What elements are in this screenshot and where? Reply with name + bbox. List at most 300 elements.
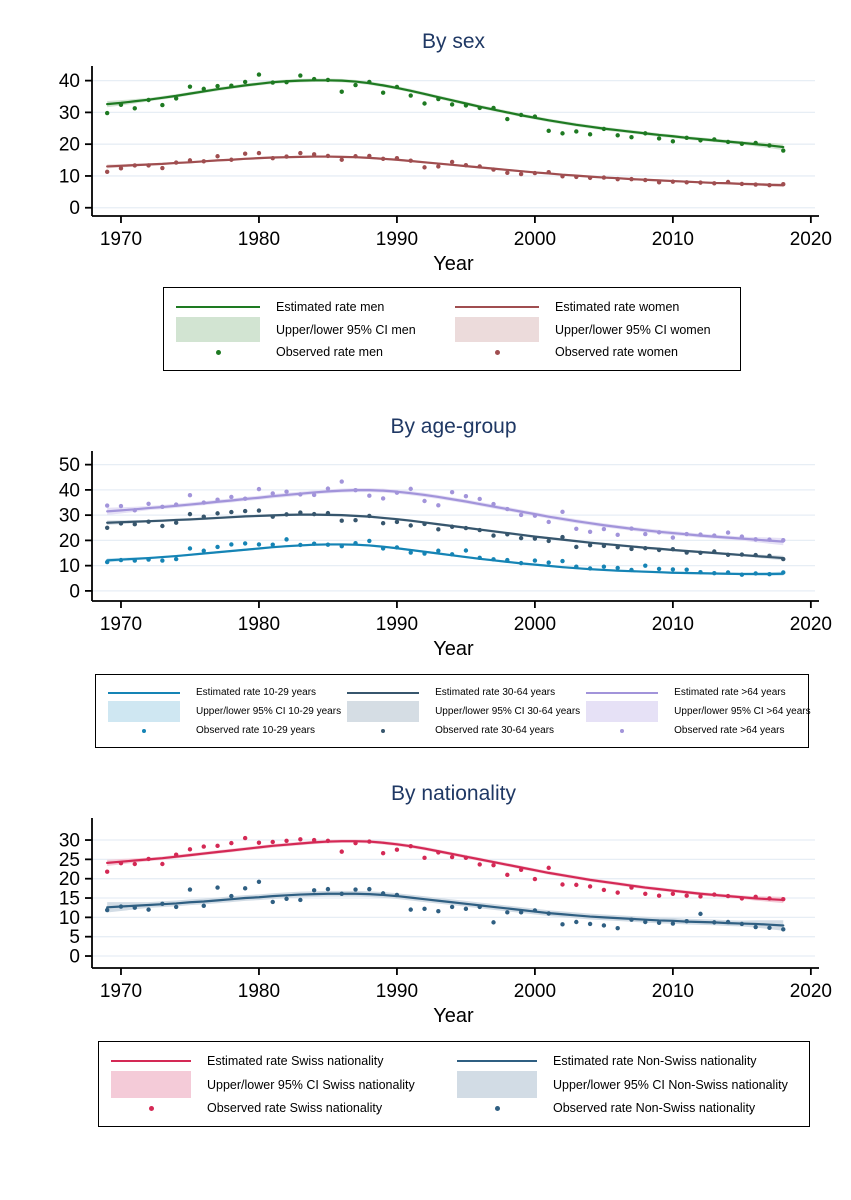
observed-dot	[574, 545, 578, 549]
observed-dot	[243, 886, 247, 890]
observed-dot	[753, 141, 757, 145]
observed-dot	[160, 505, 164, 509]
legend-entry-ci-men	[176, 317, 449, 342]
observed-dot	[409, 907, 413, 911]
observed-dot	[312, 77, 316, 81]
observed-dot	[284, 839, 288, 843]
ci-band-men	[107, 79, 783, 151]
observed-dot	[353, 541, 357, 545]
observed-dot	[271, 542, 275, 546]
legend-label: Observed rate Non-Swiss nationality	[553, 1101, 756, 1115]
observed-dot	[602, 527, 606, 531]
y-tick-label: 0	[69, 946, 80, 968]
observed-dot	[450, 160, 454, 164]
observed-dot	[284, 897, 288, 901]
observed-dot	[409, 93, 413, 97]
y-tick-label: 10	[58, 556, 80, 578]
observed-dot	[188, 84, 192, 88]
chart-by-nationality	[0, 810, 851, 1025]
observed-dot	[643, 892, 647, 896]
observed-dot	[505, 873, 509, 877]
observed-dot	[767, 537, 771, 541]
ci-band-non-swiss	[107, 891, 783, 931]
estimated-line-women	[107, 157, 783, 186]
observed-dot	[684, 532, 688, 536]
line-key-10-29	[108, 692, 180, 694]
legend-dot-key-wrap	[455, 350, 539, 355]
observed-dot	[491, 167, 495, 171]
x-axis-title: Year	[433, 253, 474, 273]
ci-swatch-over-64	[586, 701, 658, 722]
observed-dot	[740, 552, 744, 556]
observed-dot	[574, 175, 578, 179]
observed-dot	[671, 139, 675, 143]
y-tick-label: 20	[58, 134, 80, 156]
observed-dot	[684, 567, 688, 571]
observed-dot	[505, 117, 509, 121]
observed-dot	[767, 143, 771, 147]
observed-dot	[588, 543, 592, 547]
observed-dot	[326, 839, 330, 843]
observed-dot	[229, 495, 233, 499]
observed-dot	[629, 177, 633, 181]
observed-dot	[698, 532, 702, 536]
legend-entry-obs-10-29	[108, 725, 341, 736]
observed-dot	[698, 570, 702, 574]
legend-by-nationality	[98, 1041, 810, 1127]
observed-dot	[409, 159, 413, 163]
observed-dot	[422, 522, 426, 526]
y-tick-label: 10	[58, 166, 80, 188]
line-key-men	[176, 306, 260, 308]
estimated-line-age-over-64	[107, 490, 783, 542]
observed-dot	[767, 183, 771, 187]
observed-dot	[395, 545, 399, 549]
observed-dot	[684, 180, 688, 184]
estimated-line-age-30-64	[107, 515, 783, 558]
legend-label: Estimated rate 30-64 years	[435, 687, 556, 698]
observed-dot	[781, 570, 785, 574]
legend-dot-key-wrap	[176, 350, 260, 355]
observed-dot	[464, 103, 468, 107]
observed-dot	[588, 884, 592, 888]
observed-dot	[202, 844, 206, 848]
legend-label: Observed rate 10-29 years	[196, 725, 315, 736]
legend-label: Observed rate >64 years	[674, 725, 785, 736]
observed-dot	[105, 503, 109, 507]
observed-dot	[588, 922, 592, 926]
x-axis-title: Year	[433, 638, 474, 658]
observed-dot	[271, 156, 275, 160]
panel-by-age-group	[0, 415, 851, 748]
observed-dot	[767, 896, 771, 900]
legend-label: Observed rate women	[555, 345, 678, 359]
observed-dot	[726, 894, 730, 898]
ci-band-age-10-29	[107, 543, 783, 575]
observed-dot	[105, 526, 109, 530]
observed-dot	[671, 547, 675, 551]
dot-key-non-swiss	[495, 1106, 500, 1111]
y-tick-label: 5	[69, 927, 80, 949]
x-tick-label: 2000	[513, 229, 557, 250]
legend-column-over-64	[586, 684, 810, 739]
x-tick-label: 2020	[789, 614, 833, 635]
ci-swatch-women	[455, 317, 539, 342]
observed-dot	[753, 925, 757, 929]
panel-by-nationality	[0, 782, 851, 1127]
observed-dot	[491, 533, 495, 537]
series-swiss	[105, 836, 785, 903]
observed-dot	[119, 558, 123, 562]
legend-entry-line-women	[455, 300, 728, 314]
legend-label: Upper/lower 95% CI Non-Swiss nationality	[553, 1077, 788, 1092]
observed-dot	[588, 566, 592, 570]
observed-dot	[533, 513, 537, 517]
observed-dot	[340, 479, 344, 483]
observed-dot	[367, 539, 371, 543]
observed-dot	[202, 500, 206, 504]
observed-dot	[629, 526, 633, 530]
observed-dot	[174, 96, 178, 100]
observed-dot	[464, 163, 468, 167]
observed-dot	[629, 885, 633, 889]
observed-dot	[560, 510, 564, 514]
y-tick-label: 0	[69, 581, 80, 603]
observed-dot	[478, 497, 482, 501]
observed-dot	[284, 512, 288, 516]
observed-dot	[202, 549, 206, 553]
observed-dot	[160, 902, 164, 906]
observed-dot	[119, 904, 123, 908]
observed-dot	[188, 493, 192, 497]
observed-dot	[395, 848, 399, 852]
observed-dot	[146, 907, 150, 911]
series-age-10-29	[105, 537, 785, 577]
observed-dot	[340, 892, 344, 896]
observed-dot	[174, 160, 178, 164]
observed-dot	[367, 80, 371, 84]
observed-dot	[243, 80, 247, 84]
observed-dot	[560, 174, 564, 178]
observed-dot	[436, 503, 440, 507]
observed-dot	[381, 891, 385, 895]
observed-dot	[671, 179, 675, 183]
observed-dot	[229, 894, 233, 898]
observed-dot	[160, 166, 164, 170]
observed-dot	[533, 171, 537, 175]
legend-by-age-group	[95, 674, 809, 748]
observed-dot	[560, 131, 564, 135]
ci-band-swiss	[107, 839, 783, 903]
legend-entry-line-10-29	[108, 687, 341, 698]
ci-swatch-30-64	[347, 701, 419, 722]
observed-dot	[312, 493, 316, 497]
observed-dot	[395, 85, 399, 89]
observed-dot	[602, 923, 606, 927]
observed-dot	[781, 182, 785, 186]
observed-dot	[753, 895, 757, 899]
observed-dot	[533, 558, 537, 562]
observed-dot	[395, 490, 399, 494]
observed-dot	[229, 158, 233, 162]
observed-dot	[643, 563, 647, 567]
observed-dot	[326, 486, 330, 490]
y-tick-label: 50	[58, 455, 80, 477]
observed-dot	[395, 893, 399, 897]
y-tick-label: 40	[58, 480, 80, 502]
observed-dot	[464, 907, 468, 911]
observed-dot	[533, 536, 537, 540]
observed-dot	[340, 849, 344, 853]
observed-dot	[160, 862, 164, 866]
observed-dot	[174, 502, 178, 506]
observed-dot	[588, 176, 592, 180]
x-tick-label: 1970	[99, 229, 143, 250]
legend-entry-ci-swiss	[111, 1071, 451, 1098]
observed-dot	[464, 526, 468, 530]
ci-swatch-non-swiss	[457, 1071, 537, 1098]
legend-entry-ci-30-64	[347, 701, 580, 722]
observed-dot	[340, 544, 344, 548]
x-tick-label: 2000	[513, 981, 557, 1002]
observed-dot	[133, 905, 137, 909]
observed-dot	[478, 528, 482, 532]
x-tick-label: 1990	[375, 981, 419, 1002]
legend-entry-line-30-64	[347, 687, 580, 698]
observed-dot	[215, 545, 219, 549]
observed-dot	[312, 152, 316, 156]
observed-dot	[533, 114, 537, 118]
legend-label: Estimated rate >64 years	[674, 687, 786, 698]
series-non-swiss	[105, 880, 785, 932]
legend-entry-ci-non-swiss	[457, 1071, 797, 1098]
y-tick-label: 40	[58, 71, 80, 93]
x-axis-title: Year	[433, 1005, 474, 1025]
observed-dot	[229, 542, 233, 546]
legend-column-swiss	[111, 1051, 451, 1118]
observed-dot	[615, 177, 619, 181]
observed-dot	[726, 553, 730, 557]
observed-dot	[629, 568, 633, 572]
observed-dot	[284, 537, 288, 541]
observed-dot	[257, 72, 261, 76]
y-tick-label: 25	[58, 849, 80, 871]
observed-dot	[615, 133, 619, 137]
legend-entry-line-swiss	[111, 1054, 451, 1068]
observed-dot	[257, 151, 261, 155]
observed-dot	[409, 550, 413, 554]
legend-column-10-29	[108, 684, 341, 739]
dot-key-over-64	[620, 729, 624, 733]
observed-dot	[146, 98, 150, 102]
observed-dot	[257, 880, 261, 884]
y-tick-label: 20	[58, 869, 80, 891]
observed-dot	[588, 132, 592, 136]
chart-title-by-sex: By sex	[421, 30, 486, 53]
observed-dot	[243, 497, 247, 501]
observed-dot	[257, 487, 261, 491]
observed-dot	[505, 507, 509, 511]
chart-title-by-nationality: By nationality	[391, 782, 516, 805]
legend-fill-key-wrap	[176, 317, 260, 342]
observed-dot	[478, 862, 482, 866]
observed-dot	[478, 164, 482, 168]
y-tick-label: 0	[69, 198, 80, 220]
observed-dot	[353, 518, 357, 522]
legend-dot-key-wrap	[586, 729, 658, 733]
legend-entry-ci-women	[455, 317, 728, 342]
observed-dot	[202, 904, 206, 908]
legend-column-non-swiss	[457, 1051, 797, 1118]
observed-dot	[491, 106, 495, 110]
observed-dot	[712, 571, 716, 575]
observed-dot	[491, 920, 495, 924]
observed-dot	[505, 910, 509, 914]
observed-dot	[119, 103, 123, 107]
observed-dot	[215, 885, 219, 889]
observed-dot	[105, 908, 109, 912]
chart-title-by-age-group: By age-group	[390, 415, 517, 438]
observed-dot	[422, 856, 426, 860]
observed-dot	[312, 512, 316, 516]
y-tick-label: 30	[58, 505, 80, 527]
observed-dot	[560, 882, 564, 886]
observed-dot	[409, 523, 413, 527]
observed-dot	[684, 894, 688, 898]
legend-label: Estimated rate women	[555, 300, 680, 314]
observed-dot	[519, 513, 523, 517]
legend-dot-key-wrap	[111, 1106, 191, 1111]
legend-label: Observed rate 30-64 years	[435, 725, 555, 736]
observed-dot	[574, 564, 578, 568]
legend-line-key-wrap	[455, 306, 539, 308]
legend-column-men	[176, 297, 449, 362]
legend-entry-line-non-swiss	[457, 1054, 797, 1068]
observed-dot	[367, 493, 371, 497]
observed-dot	[615, 566, 619, 570]
observed-dot	[726, 920, 730, 924]
observed-dot	[395, 520, 399, 524]
legend-line-key-wrap	[586, 692, 658, 694]
line-key-swiss	[111, 1060, 191, 1062]
observed-dot	[436, 909, 440, 913]
legend-column-30-64	[347, 684, 580, 739]
chart-by-age-group	[0, 443, 851, 658]
observed-dot	[657, 921, 661, 925]
observed-dot	[284, 80, 288, 84]
observed-dot	[174, 853, 178, 857]
observed-dot	[271, 491, 275, 495]
observed-dot	[519, 536, 523, 540]
x-tick-label: 1990	[375, 229, 419, 250]
observed-dot	[519, 561, 523, 565]
observed-dot	[643, 532, 647, 536]
y-tick-label: 15	[58, 888, 80, 910]
observed-dot	[284, 489, 288, 493]
observed-dot	[491, 863, 495, 867]
legend-line-key-wrap	[347, 692, 419, 694]
observed-dot	[326, 511, 330, 515]
observed-dot	[519, 868, 523, 872]
observed-dot	[478, 106, 482, 110]
observed-dot	[298, 73, 302, 77]
observed-dot	[340, 90, 344, 94]
observed-dot	[271, 514, 275, 518]
observed-dot	[726, 530, 730, 534]
observed-dot	[381, 157, 385, 161]
observed-dot	[436, 527, 440, 531]
observed-dot	[615, 533, 619, 537]
observed-dot	[174, 557, 178, 561]
observed-dot	[105, 560, 109, 564]
observed-dot	[160, 524, 164, 528]
observed-dot	[602, 544, 606, 548]
legend-line-key-wrap	[108, 692, 180, 694]
observed-dot	[712, 549, 716, 553]
observed-dot	[740, 142, 744, 146]
observed-dot	[133, 558, 137, 562]
observed-dot	[298, 510, 302, 514]
x-tick-label: 2020	[789, 981, 833, 1002]
observed-dot	[188, 158, 192, 162]
dot-key-10-29	[142, 729, 146, 733]
observed-dot	[547, 520, 551, 524]
legend-entry-ci-10-29	[108, 701, 341, 722]
observed-dot	[119, 861, 123, 865]
legend-entry-obs-swiss	[111, 1101, 451, 1115]
observed-dot	[188, 887, 192, 891]
observed-dot	[215, 511, 219, 515]
observed-dot	[326, 78, 330, 82]
observed-dot	[436, 97, 440, 101]
observed-dot	[560, 559, 564, 563]
observed-dot	[243, 152, 247, 156]
observed-dot	[643, 920, 647, 924]
y-tick-label: 30	[58, 830, 80, 852]
observed-dot	[105, 170, 109, 174]
series-women	[105, 151, 785, 187]
observed-dot	[105, 870, 109, 874]
legend-fill-key-wrap	[111, 1071, 191, 1098]
observed-dot	[464, 856, 468, 860]
observed-dot	[602, 564, 606, 568]
observed-dot	[740, 922, 744, 926]
observed-dot	[753, 553, 757, 557]
observed-dot	[698, 551, 702, 555]
legend-entry-line-over-64	[586, 687, 810, 698]
observed-dot	[533, 877, 537, 881]
observed-dot	[574, 129, 578, 133]
observed-dot	[215, 84, 219, 88]
observed-dot	[657, 894, 661, 898]
observed-dot	[174, 905, 178, 909]
x-tick-label: 2010	[651, 614, 695, 635]
observed-dot	[740, 534, 744, 538]
observed-dot	[698, 912, 702, 916]
observed-dot	[202, 514, 206, 518]
observed-dot	[698, 894, 702, 898]
y-tick-label: 20	[58, 530, 80, 552]
observed-dot	[671, 567, 675, 571]
observed-dot	[781, 897, 785, 901]
observed-dot	[436, 549, 440, 553]
observed-dot	[753, 537, 757, 541]
observed-dot	[133, 862, 137, 866]
estimated-line-swiss	[107, 841, 783, 900]
observed-dot	[174, 521, 178, 525]
observed-dot	[657, 548, 661, 552]
observed-dot	[464, 494, 468, 498]
